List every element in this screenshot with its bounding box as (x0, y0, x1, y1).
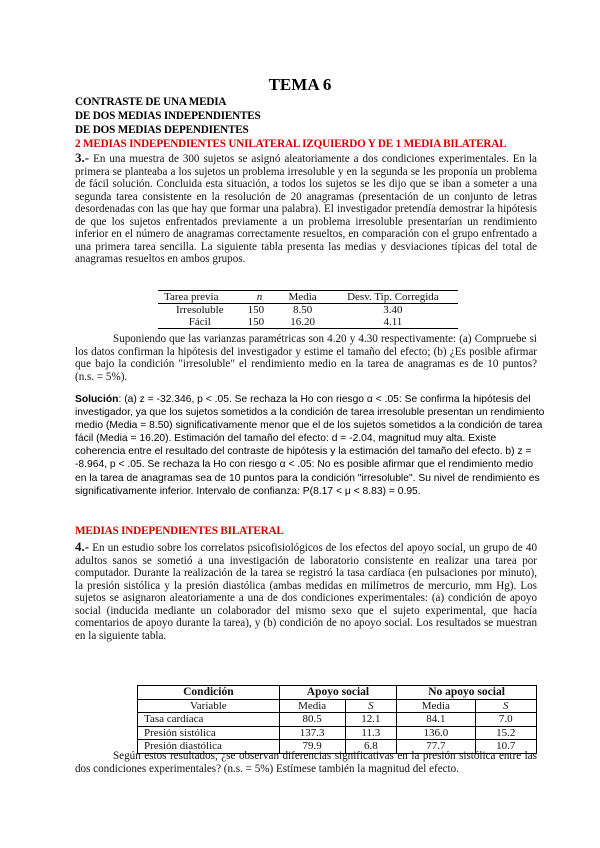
table-cell: 10.7 (475, 740, 537, 754)
table-cell: 80.5 (279, 713, 345, 727)
table-group-row (138, 686, 537, 700)
table-cell: Presión diastólica (138, 740, 280, 754)
problem-4-number: 4.- (75, 539, 90, 554)
table-header-cell: n (242, 291, 278, 304)
problem-4-text: En un estudio sobre los correlatos psicofisiológicos de los efectos del apoyo social, un grupo de 40 adultos sanos se sometió a una investigación de laboratorio consistente en realizar una tarea por computador. Durante la realización de la tarea se registró la tasa cardíaca (en pulsaciones por minuto), la presión sistólica y la presión diastólica (ambas medidas en milímetros de mercurio, mm Hg). Los sujetos se asignaron aleatoriamente a una de dos condiciones experimentales: (a) condición de apoyo social (inducida mediante un colaborador del mismo sexo que el sujeto experimental, que hacía comentarios de apoyo durante la tarea), y (b) condición de no apoyo social. Los resultados se muestran en la siguiente tabla. (75, 542, 537, 642)
table-cell: 8.50 (292, 304, 313, 316)
section2-heading: MEDIAS INDEPENDIENTES BILATERAL (75, 525, 284, 537)
table-cell: Presión sistólica (138, 726, 280, 740)
table-cell: 7.0 (475, 713, 537, 727)
table-cell: 137.3 (279, 726, 345, 740)
page-title: TEMA 6 (268, 75, 332, 94)
table-cell: Fácil (158, 316, 242, 329)
table-row (138, 726, 537, 740)
solution-label: Solución (75, 394, 119, 405)
table-row (158, 304, 458, 317)
table-header-cell: Desv. Tip. Corregida (328, 291, 458, 304)
table-cell: 77.7 (397, 740, 475, 754)
problem-3-question: Suponiendo que las varianzas paramétricas son 4.20 y 4.30 respectivamente: (a) Compruebe si los datos confirman la hipótesis del investigador y estime el tamaño del efecto; (b) ¿Es posible afirmar que bajo la condición "irresoluble" el rendimiento medio en la tarea de anagramas es de 10 puntos? (n.s. = 5%). (75, 333, 537, 383)
section1-heading: 2 MEDIAS INDEPENDIENTES UNILATERAL IZQUIERDO Y DE 1 MEDIA BILATERAL (75, 138, 507, 150)
subheading-3: DE DOS MEDIAS DEPENDIENTES (75, 124, 249, 136)
table-cell: 15.2 (475, 726, 537, 740)
table-cell: Irresoluble (175, 304, 224, 316)
table-cell: 6.8 (345, 740, 397, 754)
table-cell: 16.20 (277, 316, 327, 329)
table-cell: 150 (247, 304, 265, 316)
table-cell: 79.9 (279, 740, 345, 754)
table-header-row (158, 291, 458, 304)
table-cell: 136.0 (397, 726, 475, 740)
table-row (138, 713, 537, 727)
table-cell: 12.1 (345, 713, 397, 727)
subheading-2: DE DOS MEDIAS INDEPENDIENTES (75, 110, 261, 122)
table-subheader-row (138, 699, 537, 713)
table-header-cell: S (345, 699, 397, 713)
table-cell: 84.1 (397, 713, 475, 727)
table-row (158, 316, 458, 329)
problem-4-table (137, 685, 537, 754)
problem-3-text: En una muestra de 300 sujetos se asignó aleatoriamente a dos condiciones experimentales. En la primera se planteaba a los sujetos un problema irresoluble y en la segunda se les proponía un problema de fácil solución. Concluida esta situación, a todos los sujetos se les dijo que se iban a someter a una segunda tarea consistente en la resolución de 20 anagramas (presentación de un conjunto de letras desordenadas con las que hay que formar una palabra). El investigador pretendía demostrar la hipótesis de que los sujetos enfrentados previamente a un problema irresoluble presentarían un rendimiento inferior en el número de anagramas correctamente resueltos, en comparación con el grupo enfrentado a una primera tarea sencilla. La siguiente tabla presenta las medias y desviaciones típicas del total de anagramas resueltos en ambos grupos. (75, 153, 537, 265)
table-header-cell: Media (277, 291, 327, 304)
table-header-cell: Tarea previa (158, 291, 242, 304)
problem-3-number: 3.- (75, 150, 90, 165)
table-header-cell: Condición (138, 686, 280, 700)
subheading-1: CONTRASTE DE UNA MEDIA (75, 96, 227, 108)
solution-block (75, 393, 545, 498)
table-cell: 150 (242, 316, 278, 329)
table-cell: 11.3 (345, 726, 397, 740)
problem-4-question: Según estos resultados, ¿se observan diferencias significativas en la presión sistólica entre las dos condiciones experimentales? (n.s. = 5%) Estímese también la magnitud del efecto. (75, 750, 537, 775)
table-header-cell: No apoyo social (397, 686, 537, 700)
table-cell: 3.40 (383, 304, 403, 316)
table-cell: 4.11 (328, 316, 458, 329)
table-header-cell: Apoyo social (279, 686, 396, 700)
problem-4 (75, 541, 537, 642)
table-cell: Tasa cardíaca (138, 713, 280, 727)
table-header-cell: S (475, 699, 537, 713)
problem-3-table (158, 290, 458, 329)
table-header-cell: Variable (138, 699, 280, 713)
table-header-cell: Media (279, 699, 345, 713)
solution-text: : (a) z = -32.346, p < .05. Se rechaza la Ho con riesgo α < .05: Se confirma la hipótesis del investigador, ya que los sujetos sometidos a la condición de tarea irresoluble presentan un rendimiento medio (Media = 8.50) significativamente menor que el de los sujetos sometidos a la condición de tarea fácil (Media = 16.20). Estimación del tamaño del efecto: d = -2.04, magnitud muy alta. Existe coherencia entre el resultado del contraste de hipótesis y la estimación del tamaño del efecto. b) z = -8.964, p < .05. Se rechaza la Ho con riesgo α < .05: No es posible afirmar que el rendimiento medio en la tarea de anagramas sea de 10 puntos para la condición "irresoluble". Su nivel de rendimiento es significativamente inferior. Intervalo de confianza: P(8.17 < μ < 8.83) = 0.95. (75, 394, 545, 497)
problem-3 (75, 152, 537, 266)
table-header-cell: Media (397, 699, 475, 713)
